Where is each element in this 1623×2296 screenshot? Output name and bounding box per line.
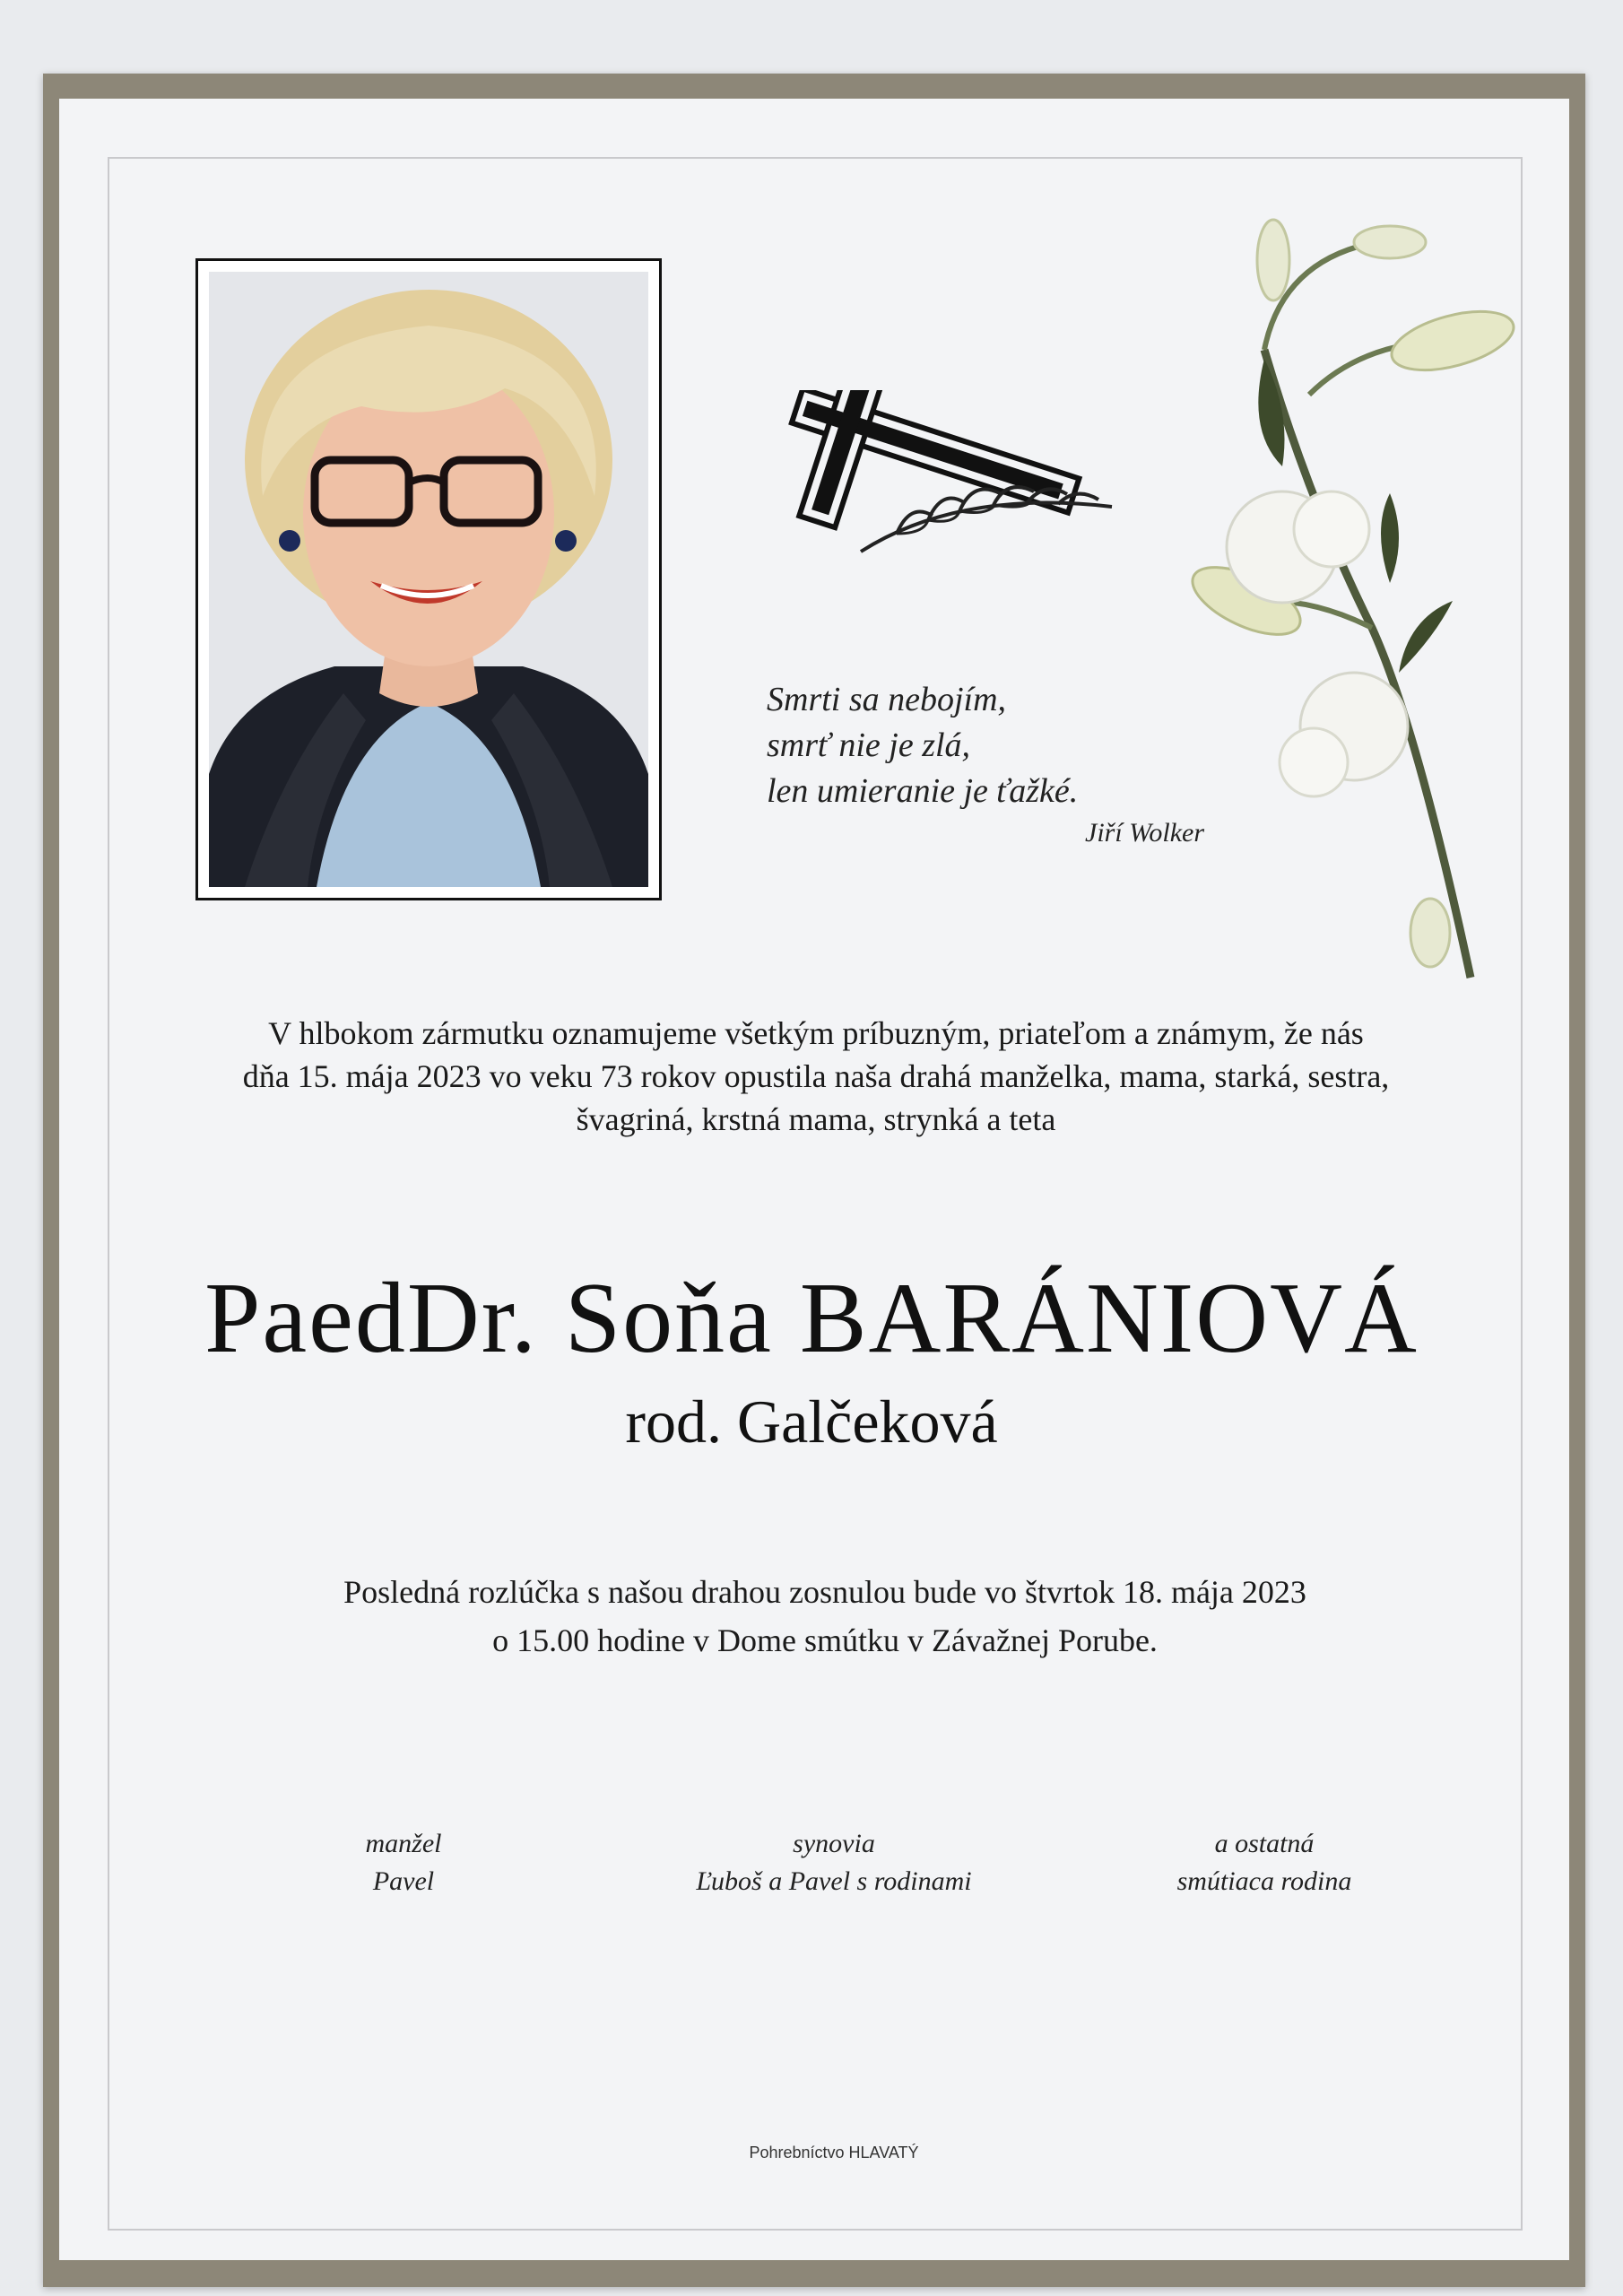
- farewell-line: o 15.00 hodine v Dome smútku v Závažnej Porube.: [492, 1622, 1158, 1658]
- quote-line: len umieranie je ťažké.: [767, 772, 1079, 810]
- mourner-sons: [619, 1825, 1049, 1900]
- lily-flower-decoration: [1184, 206, 1515, 996]
- announcement-line: V hlbokom zármutku oznamujeme všetkým príbuzným, priateľom a známym, že nás: [268, 1015, 1364, 1051]
- mourner-role: a ostatná: [1214, 1829, 1315, 1858]
- death-announcement: [135, 1012, 1497, 1141]
- mourner-names: Pavel: [372, 1866, 435, 1896]
- mourner-role: manžel: [365, 1829, 442, 1858]
- undertaker-credit: Pohrebníctvo HLAVATÝ: [749, 2144, 919, 2161]
- announcement-line: švagriná, krstná mama, strynká a teta: [576, 1101, 1056, 1137]
- portrait-image: [209, 272, 648, 887]
- mourner-husband: [260, 1825, 547, 1900]
- mourner-family: [1112, 1825, 1417, 1900]
- portrait-photo: [195, 258, 662, 900]
- mourner-role: synovia: [793, 1829, 875, 1858]
- quote-line: Smrti sa nebojím,: [767, 681, 1007, 718]
- farewell-line: Posledná rozlúčka s našou drahou zosnulou bude vo štvrtok 18. mája 2023: [343, 1574, 1306, 1610]
- maiden-name: rod. Galčeková: [625, 1387, 998, 1456]
- quote-author: Jiří Wolker: [1085, 818, 1205, 848]
- mourner-names: smútiaca rodina: [1176, 1866, 1352, 1896]
- quote-line: smrť nie je zlá,: [767, 726, 971, 764]
- deceased-name: PaedDr. Soňa BARÁNIOVÁ: [204, 1263, 1419, 1374]
- mourner-names: Ľuboš a Pavel s rodinami: [696, 1866, 972, 1896]
- cross-with-palm-icon: [762, 390, 1125, 561]
- memorial-quote: [767, 677, 1269, 814]
- announcement-line: dňa 15. mája 2023 vo veku 73 rokov opustila naša drahá manželka, mama, starká, sestra,: [242, 1058, 1390, 1094]
- funeral-details: [152, 1568, 1497, 1665]
